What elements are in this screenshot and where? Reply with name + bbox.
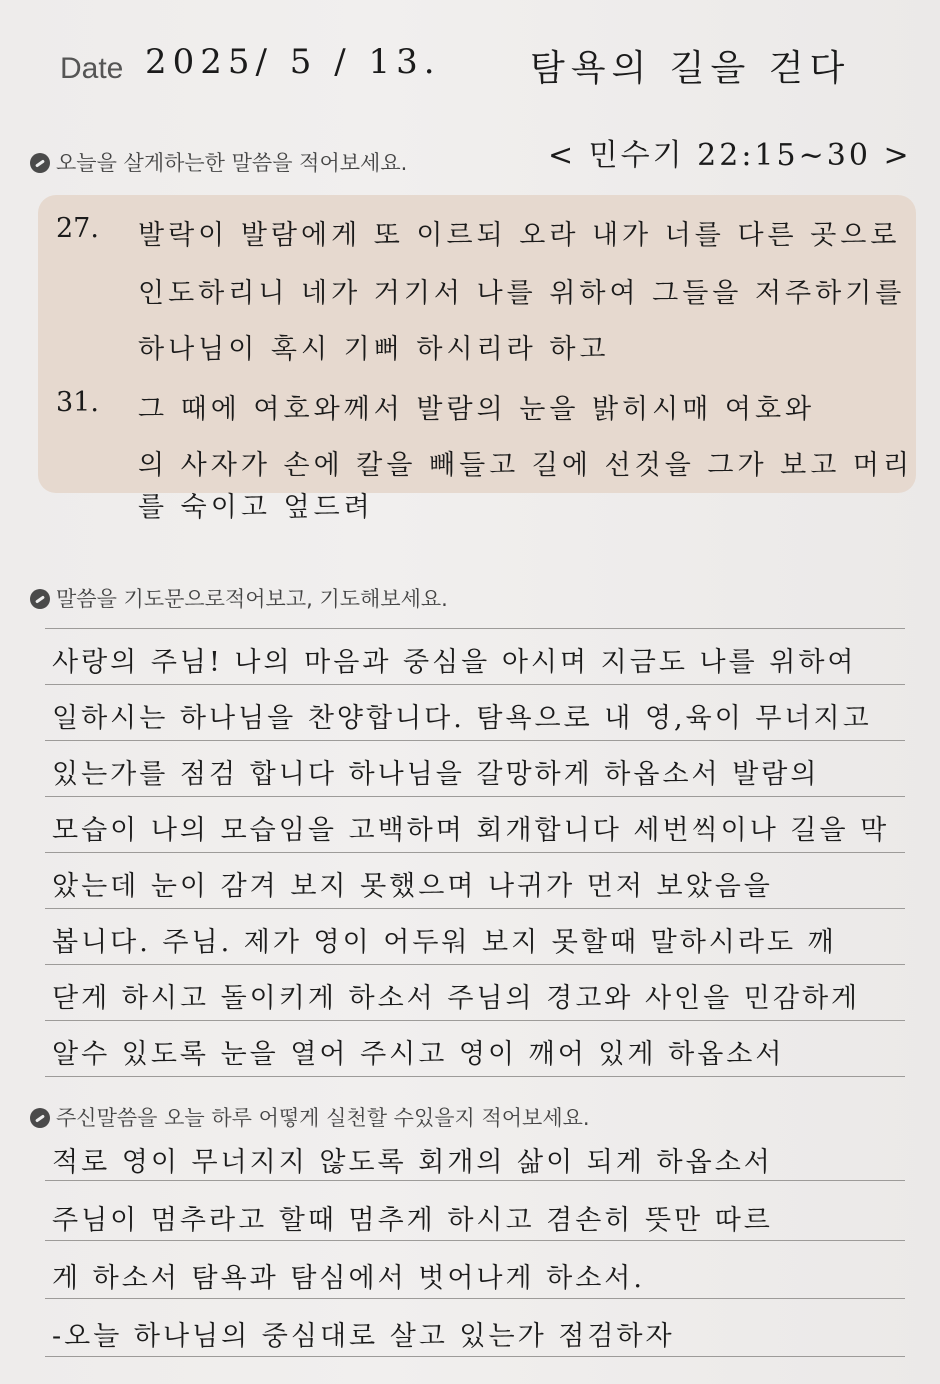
ruled-line	[45, 1298, 905, 1299]
section1-prompt-text: 오늘을 살게하는한 말씀을 적어보세요.	[56, 151, 408, 175]
prayer-line: 일하시는 하나님을 찬양합니다. 탐욕으로 내 영,육이 무너지고	[52, 703, 872, 734]
ruled-line	[45, 1356, 905, 1357]
practice-line: 주님이 멈추라고 할때 멈추게 하시고 겸손히 뜻만 따르	[52, 1205, 773, 1236]
section2-prompt	[30, 583, 448, 613]
section2-prompt-text: 말씀을 기도문으로적어보고, 기도해보세요.	[56, 587, 448, 611]
leaf-icon	[30, 589, 50, 609]
prayer-line: 봅니다. 주님. 제가 영이 어두워 보지 못할때 말하시라도 깨	[52, 927, 837, 958]
prayer-line: 았는데 눈이 감겨 보지 못했으며 나귀가 먼저 보았음을	[52, 871, 773, 902]
practice-line: 적로 영이 무너지지 않도록 회개의 삶이 되게 하옵소서	[52, 1147, 773, 1178]
ruled-line	[45, 796, 905, 797]
leaf-icon	[30, 1108, 50, 1128]
ruled-line	[45, 908, 905, 909]
ruled-line	[45, 740, 905, 741]
section3-prompt-text: 주신말씀을 오늘 하루 어떻게 실천할 수있을지 적어보세요.	[56, 1106, 590, 1130]
ruled-line	[45, 852, 905, 853]
practice-line: 게 하소서 탐욕과 탐심에서 벗어나게 하소서.	[52, 1263, 645, 1294]
ruled-line	[45, 684, 905, 685]
practice-line: -오늘 하나님의 중심대로 살고 있는가 점검하자	[52, 1321, 675, 1352]
date-row	[60, 40, 920, 100]
prayer-line: 알수 있도록 눈을 열어 주시고 영이 깨어 있게 하옵소서	[52, 1039, 785, 1070]
ruled-line	[45, 628, 905, 629]
verse-box	[38, 195, 916, 493]
verse-line: 발락이 발람에게 또 이르되 오라 내가 너를 다른 곳으로	[138, 220, 901, 251]
date-value: 2025/ 5 / 13.	[145, 42, 441, 82]
verse-line: 를 숙이고 엎드려	[138, 492, 374, 523]
page-title: 탐욕의 길을 걷다	[530, 48, 851, 89]
scripture-reference: < 민수기 22:15~30 >	[548, 138, 912, 173]
verse-line: 의 사자가 손에 칼을 빼들고 길에 선것을 그가 보고 머리	[138, 450, 914, 481]
verse-line: 그 때에 여호와께서 발람의 눈을 밝히시매 여호와	[138, 394, 816, 425]
ruled-line	[45, 964, 905, 965]
prayer-line: 모습이 나의 모습임을 고백하며 회개합니다 세번씩이나 길을 막	[52, 815, 890, 846]
verse-line: 인도하리니 네가 거기서 나를 위하여 그들을 저주하기를	[138, 278, 906, 309]
leaf-icon	[30, 153, 50, 173]
prayer-line: 있는가를 점검 합니다 하나님을 갈망하게 하옵소서 발람의	[52, 759, 820, 790]
ruled-line	[45, 1240, 905, 1241]
verse-number: 31.	[56, 387, 99, 418]
prayer-line: 닫게 하시고 돌이키게 하소서 주님의 경고와 사인을 민감하게	[52, 983, 861, 1014]
section1-prompt	[30, 147, 407, 177]
ruled-line	[45, 1020, 905, 1021]
ruled-line	[45, 1076, 905, 1077]
verse-number: 27.	[56, 213, 99, 244]
ruled-line	[45, 1180, 905, 1181]
date-label: Date	[60, 52, 124, 85]
prayer-line: 사랑의 주님! 나의 마음과 중심을 아시며 지금도 나를 위하여	[52, 647, 857, 678]
section3-prompt	[30, 1102, 590, 1132]
verse-line: 하나님이 혹시 기뻐 하시리라 하고	[138, 334, 610, 365]
